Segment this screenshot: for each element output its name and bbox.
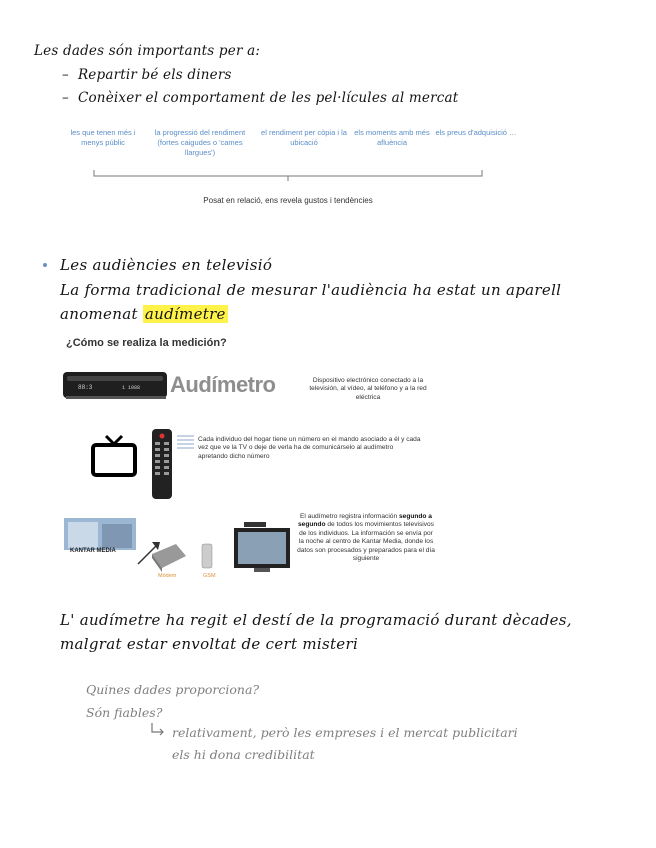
section-line [60, 305, 228, 323]
svg-text:1 1088: 1 1088 [122, 385, 141, 391]
conclusion-line: malgrat estar envoltat de cert misteri [60, 635, 359, 653]
column-label: el rendiment per còpia i la ubicació [261, 128, 347, 147]
intro-item-text: Conèixer el comportament de les pel·lícules al mercat [77, 90, 459, 106]
section-line-prefix: anomenat [60, 305, 138, 323]
registry-text: El audímetro registra información [300, 513, 398, 520]
kantar-label: KANTAR MEDIA [70, 548, 116, 554]
audimeter-device-icon [62, 370, 170, 402]
intro-item: – Conèixer el comportament de les pel·lícules al mercat [62, 90, 459, 106]
answer-line: relativament, però les empreses i el mercat publicitari [172, 725, 518, 740]
question-text: Són fiables? [86, 705, 163, 720]
remote-description: Cada individuo del hogar tiene un número en el mando asociado a él y cada vez que ve la TV o deje de verla ha de comunicárselo al audímetro apretando dicho número [198, 436, 421, 460]
conclusion-line: L' audímetre ha regit el destí de la programació durant dècades, [60, 611, 572, 629]
brand-title: Audímetro [170, 372, 276, 397]
registry-bold-text: segundo a segundo [298, 513, 432, 529]
figure-question: ¿Cómo se realiza la medición? [66, 337, 227, 349]
modem-label: Módem [158, 573, 177, 579]
remote-control-icon [150, 428, 176, 500]
arrow-icon [150, 722, 166, 738]
intro-item: – Repartir bé els diners [62, 67, 232, 83]
highlighted-term: audímetre [144, 305, 226, 323]
registry-description [296, 513, 436, 563]
section-line: La forma tradicional de mesurar l'audiència ha estat un aparell [60, 281, 562, 299]
question-text: Quines dades proporciona? [86, 682, 260, 697]
bullet-icon [43, 263, 47, 267]
section-title: Les audiències en televisió [60, 256, 273, 274]
column-label: les que tenen més i menys públic [70, 128, 136, 147]
svg-text:88:3: 88:3 [78, 384, 93, 391]
relation-caption: Posat en relació, ens revela gustos i tendències [203, 196, 373, 205]
column-label: la progressió del rendiment (fortes caigudes o 'cames llargues') [154, 128, 246, 157]
answer-line: els hi dona credibilitat [172, 747, 315, 762]
signal-lines-icon [176, 434, 196, 450]
registry-text: de todos los movimientos televisivos de los individuos. La información se envía por la noche al centro de Kantar Media, donde los datos son procesados y preparados para el día siguiente [297, 521, 435, 563]
tv-icon [90, 432, 140, 478]
column-label: els moments amb més afluència [354, 128, 430, 147]
brace-line [92, 168, 484, 184]
device-description: Dispositivo electrónico conectado a la televisión, al vídeo, al teléfono y a la red eléctrica [309, 377, 427, 401]
gsm-label: GSM [203, 573, 216, 579]
intro-item-text: Repartir bé els diners [77, 67, 232, 83]
intro-heading: Les dades són importants per a: [34, 43, 261, 59]
column-label: els preus d'adquisició … [435, 128, 517, 137]
